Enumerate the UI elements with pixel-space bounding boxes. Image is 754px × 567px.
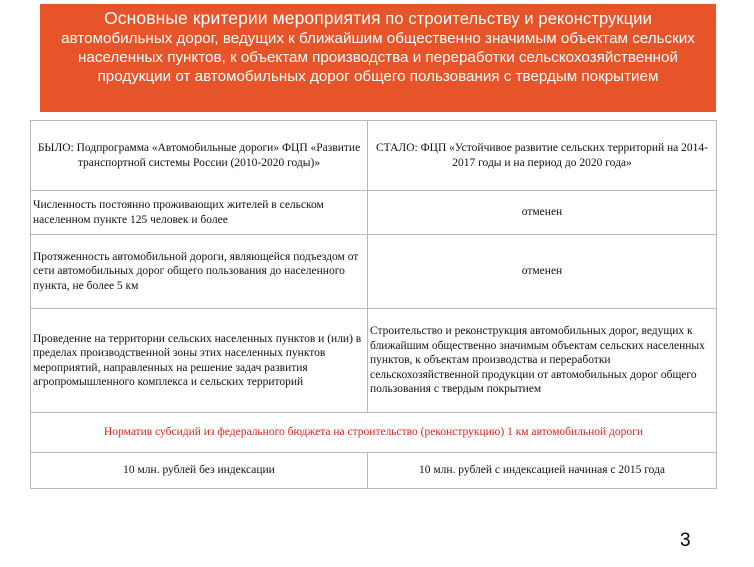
header-was: БЫЛО: Подпрограмма «Автомобильные дороги» ФЦП «Развитие транспортной системы России (2010-2020 годы)» [31,121,368,191]
subsidy-heading: Норматив субсидий из федерального бюджета на строительство (реконструкцию) 1 км автомобильной дороги [31,413,717,453]
slide-title-bold: Основные критерии мероприятия [104,8,381,28]
slide-title-rest: автомобильных дорог, ведущих к ближайшим общественно значимым объектам сельских населенных пунктов, к объектам производства и переработки сельскохозяйственной продукции от автомобильных дорог общего пользования с твердым покрытием [61,30,695,85]
table-row [31,309,717,413]
slide-title-line1 [40,9,716,29]
row-3-now: Строительство и реконструкция автомобильных дорог, ведущих к ближайшим общественно значимым объектам сельских населенных пунктов, к объектам производства и переработки сельскохозяйственной продукции от автомобильных дорог общего пользования с твердым покрытием [368,309,717,413]
table-header-row [31,121,717,191]
row-3-was: Проведение на территории сельских населенных пунктов и (или) в пределах производственной зоны этих населенных пунктов мероприятий, направленных на решение задач развития агропромышленного комплекса и сельских территорий [31,309,368,413]
subsidy-row [31,453,717,489]
header-now: СТАЛО: ФЦП «Устойчивое развитие сельских территорий на 2014-2017 годы и на период до 2020 года» [368,121,717,191]
row-1-now: отменен [368,191,717,235]
page-number: 3 [680,530,691,551]
table-row [31,191,717,235]
criteria-table [30,120,717,489]
slide-title-banner [40,4,716,112]
slide-title-normal: по строительству и реконструкции [385,10,652,28]
subsidy-heading-row [31,413,717,453]
row-2-now: отменен [368,235,717,309]
row-2-was: Протяженность автомобильной дороги, являющейся подъездом от сети автомобильных дорог общего пользования до населенного пункта, не более 5 км [31,235,368,309]
table-row [31,235,717,309]
row-1-was: Численность постоянно проживающих жителей в сельском населенном пункте 125 человек и более [31,191,368,235]
subsidy-now: 10 млн. рублей с индексацией начиная с 2015 года [368,453,717,489]
subsidy-was: 10 млн. рублей без индексации [31,453,368,489]
